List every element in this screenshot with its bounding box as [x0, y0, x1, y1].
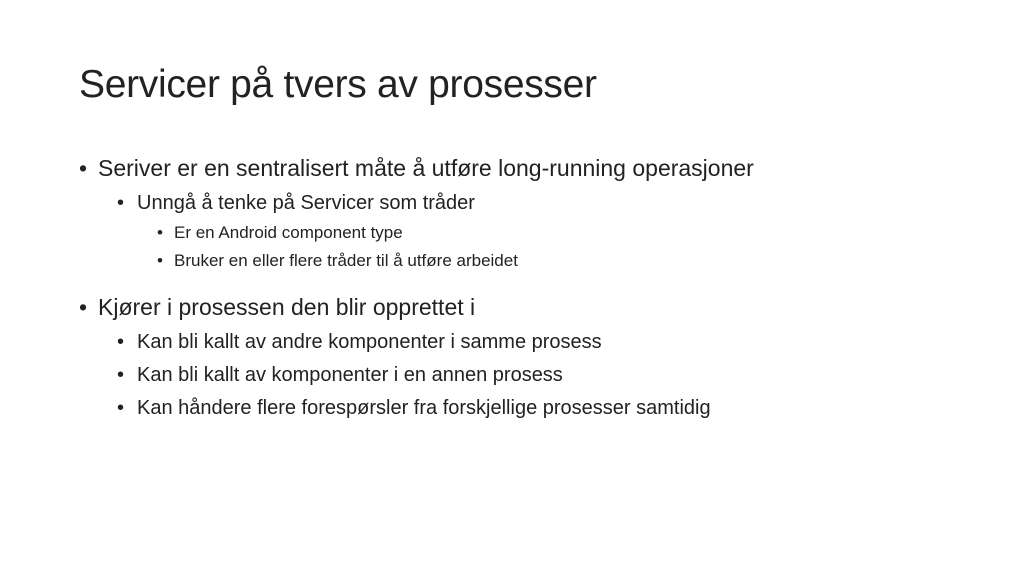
bullet-level2: • Kan håndere flere forespørsler fra forskjellige prosesser samtidig — [79, 394, 979, 422]
bullet-level2: • Unngå å tenke på Servicer som tråder — [79, 189, 979, 217]
bullet-level2: • Kan bli kallt av andre komponenter i samme prosess — [79, 328, 979, 356]
slide-title: Servicer på tvers av prosesser — [79, 63, 597, 106]
bullet-level2: • Kan bli kallt av komponenter i en annen prosess — [79, 361, 979, 389]
bullet-list — [79, 150, 979, 422]
bullet-level1: • Kjører i prosessen den blir opprettet i — [79, 291, 979, 323]
bullet-level1: • Seriver er en sentralisert måte å utføre long-running operasjoner — [79, 152, 979, 184]
bullet-level3: • Er en Android component type — [79, 221, 979, 245]
bullet-level3: • Bruker en eller flere tråder til å utføre arbeidet — [79, 249, 979, 273]
